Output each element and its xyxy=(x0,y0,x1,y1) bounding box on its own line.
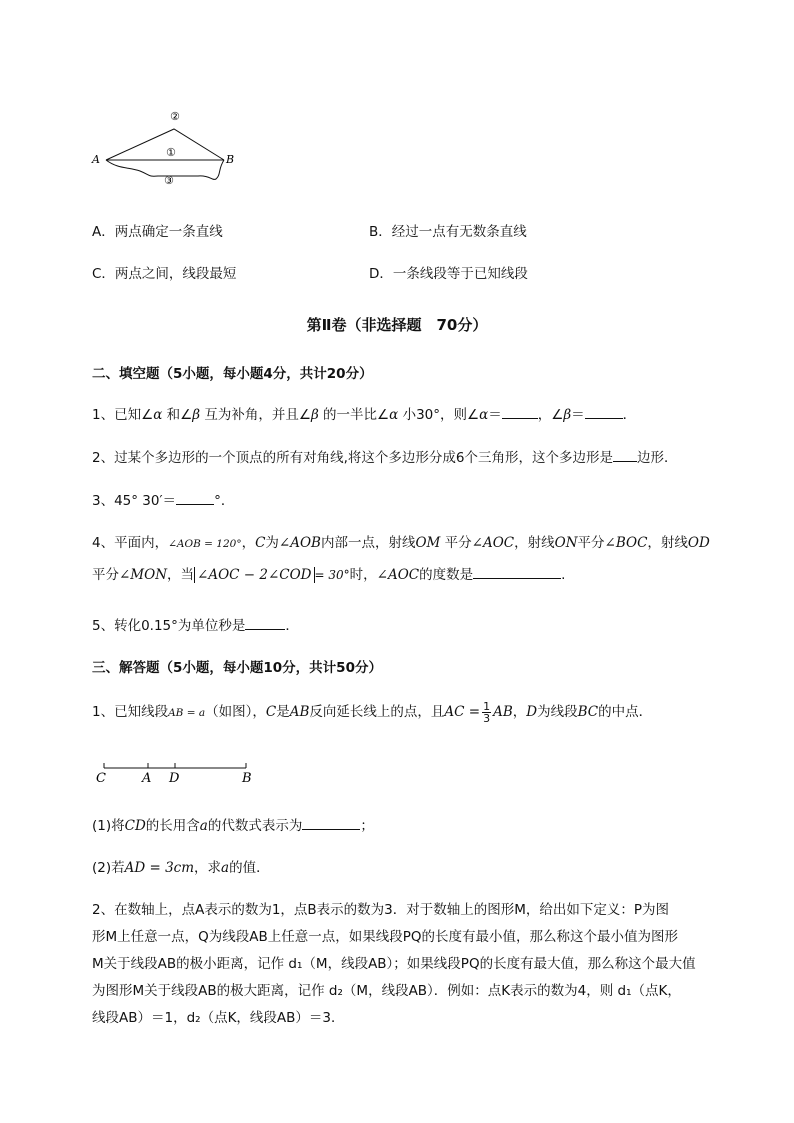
s3q1-c: C xyxy=(265,704,277,720)
part2-title: 第Ⅱ卷（非选择题 70分） xyxy=(306,316,488,334)
q4-mon: ∠MON xyxy=(119,567,168,583)
q1-text-i: ． xyxy=(622,407,637,423)
s3q1-bc: BC xyxy=(577,704,599,720)
q4-line2-e: . xyxy=(561,567,566,583)
s3q1-text-g: 的中点． xyxy=(598,704,653,720)
s3q1-text-e: ， xyxy=(512,704,527,720)
label-circle-3: ③ xyxy=(164,174,174,187)
q5-text-b: ． xyxy=(285,618,299,634)
q4-aoc-2: ∠AOC xyxy=(376,567,420,583)
s3q1-text-d: 反向延长线上的点，且 xyxy=(309,704,445,720)
line-label-c: C xyxy=(96,771,106,786)
label-a: A xyxy=(92,153,100,166)
s3q1-sub1 xyxy=(92,814,374,834)
sub1-text-d: ； xyxy=(360,818,374,834)
s2-question-5 xyxy=(92,614,299,634)
option-a: A．两点确定一条直线 xyxy=(92,224,223,240)
q4-text-b: ， xyxy=(241,535,256,551)
q4-line2-d: 的度数是 xyxy=(419,567,474,583)
s3q2-line3: M关于线段AB的极小距离，记作 d₁（M，线段AB）；如果线段PQ的长度有最大值，那么称这个最大值 xyxy=(92,956,696,972)
s3q2-line2: 形M上任意一点，Q为线段AB上任意一点，如果线段PQ的长度有最小值，那么称这个最小值为图形 xyxy=(92,929,679,945)
q4-aoc: ∠AOC xyxy=(471,535,515,551)
q1-blank-1 xyxy=(502,406,538,419)
s3q1-d: D xyxy=(526,704,538,720)
s3q1-text-b: （如图）， xyxy=(205,704,266,720)
s2-question-4-line1 xyxy=(92,531,710,551)
q1-text-d: 的一半比∠ xyxy=(318,407,390,423)
section3-heading: 三、解答题（5小题，每小题10分，共计50分） xyxy=(92,660,382,676)
sub1-text-a: (1)将 xyxy=(92,818,125,834)
s3q2-line5: 线段AB）＝1，d₂（点K，线段AB）＝3． xyxy=(92,1010,345,1026)
s3q1-text-f: 为线段 xyxy=(537,704,578,720)
q5-text-a: 5、转化0.15°为单位秒是 xyxy=(92,618,246,634)
q2-text-b: 边形． xyxy=(636,450,678,466)
q4-blank xyxy=(473,566,561,579)
q5-blank xyxy=(245,617,285,630)
s2-question-1 xyxy=(92,403,636,423)
line-label-d: D xyxy=(169,771,180,786)
q1-alpha: α xyxy=(153,407,163,423)
q4-text-a: 4、平面内， xyxy=(92,535,169,551)
q3-blank xyxy=(176,492,214,505)
option-d: D．一条线段等于已知线段 xyxy=(369,266,528,282)
q1-text-c: 互为补角，并且∠ xyxy=(200,407,311,423)
label-b: B xyxy=(226,153,235,166)
sub1-blank xyxy=(302,817,360,830)
q1-text-h: ＝ xyxy=(571,407,585,423)
option-c: C．两点之间，线段最短 xyxy=(92,266,237,282)
s3q1-ab-a: AB = a xyxy=(168,707,206,719)
s3q2-line1: 2、在数轴上，点A表示的数为1，点B表示的数为3．对于数轴上的图形M，给出如下定义：P为图 xyxy=(92,902,670,918)
q1-alpha-3: α xyxy=(479,407,489,423)
fraction-numerator: 1 xyxy=(483,699,491,713)
q4-od: OD xyxy=(687,535,710,551)
q2-blank xyxy=(613,449,637,462)
q4-line2-b: ，当 xyxy=(167,567,195,583)
section2-heading: 二、填空题（5小题，每小题4分，共计20分） xyxy=(92,366,373,382)
s3q2-line4: 为图形M关于线段AB的极大距离，记作 d₂（M，线段AB）．例如：点K表示的数为4，则 d₁（点K， xyxy=(92,983,681,999)
label-circle-1: ① xyxy=(166,146,176,159)
sub2-text-b: ，求 xyxy=(194,860,222,876)
q4-line2-a: 平分 xyxy=(92,567,119,583)
q4-text-h: ，射线 xyxy=(647,535,688,551)
q4-boc: ∠BOC xyxy=(604,535,648,551)
q1-blank-2 xyxy=(585,406,623,419)
q4-om: OM xyxy=(415,535,441,551)
q2-text-a: 2、过某个多边形的一个顶点的所有对角线,将这个多边形分成6个三角形，这个多边形是 xyxy=(92,450,613,466)
q1-beta-3: β xyxy=(563,407,572,423)
q1-text-g: ，∠ xyxy=(537,407,564,423)
q1-alpha-2: α xyxy=(389,407,399,423)
figure-line-segment xyxy=(92,760,262,788)
q4-eq-30: = 30° xyxy=(314,568,350,582)
s2-question-3 xyxy=(92,489,234,509)
s3q1-text-a: 1、已知线段 xyxy=(92,704,169,720)
q4-text-e: 平分 xyxy=(440,535,472,551)
q4-c: C xyxy=(255,535,266,551)
sub2-text-c: 的值． xyxy=(229,860,270,876)
fraction-denominator: 3 xyxy=(483,711,491,725)
q1-text-a: 1、已知∠ xyxy=(92,407,154,423)
q4-text-d: 内部一点，射线 xyxy=(320,535,416,551)
sub1-text-c: 的代数式表示为 xyxy=(207,818,303,834)
sub2-var: a xyxy=(221,860,230,876)
q4-text-f: ，射线 xyxy=(514,535,555,551)
sub1-var: a xyxy=(199,818,208,834)
sub2-ad: AD = 3cm xyxy=(124,860,195,876)
s3q1-ac: AC = xyxy=(444,704,481,720)
q3-text-a: 3、45° 30′＝ xyxy=(92,493,177,509)
sub1-text-b: 的长用含 xyxy=(145,818,200,834)
s2-question-4-line2 xyxy=(92,563,565,583)
sub1-cd: CD xyxy=(124,818,146,834)
option-b: B．经过一点有无数条直线 xyxy=(369,224,527,240)
s3q1-ab: AB xyxy=(289,704,310,720)
q1-text-f: ＝ xyxy=(488,407,502,423)
q4-line2-c: 时， xyxy=(349,567,377,583)
q4-on: ON xyxy=(554,535,578,551)
s2-question-2 xyxy=(92,446,677,466)
s3q1-text-c: 是 xyxy=(276,704,290,720)
q4-text-g: 平分 xyxy=(577,535,605,551)
figure-paths-ab xyxy=(88,105,248,190)
q4-text-c: 为 xyxy=(265,535,279,551)
q4-angle-aob-value: ∠AOB = 120° xyxy=(168,538,242,550)
q1-beta-2: β xyxy=(310,407,319,423)
line-label-b: B xyxy=(242,771,252,786)
s3q1-ab-2: AB xyxy=(493,704,513,720)
line-label-a: A xyxy=(142,771,152,786)
fraction-one-third xyxy=(482,701,491,724)
sub2-text-a: (2)若 xyxy=(92,860,125,876)
q1-text-e: 小30°，则∠ xyxy=(398,407,480,423)
q4-aob: ∠AOB xyxy=(278,535,321,551)
label-circle-2: ② xyxy=(170,110,180,123)
q1-text-b: 和∠ xyxy=(162,407,193,423)
q4-abs-expression: ∠AOC − 2∠COD xyxy=(194,567,314,583)
q3-text-b: °． xyxy=(214,493,235,509)
path-upper xyxy=(106,129,224,160)
q1-beta: β xyxy=(192,407,201,423)
s3q1-sub2 xyxy=(92,856,270,876)
s3-question-1 xyxy=(92,700,652,724)
